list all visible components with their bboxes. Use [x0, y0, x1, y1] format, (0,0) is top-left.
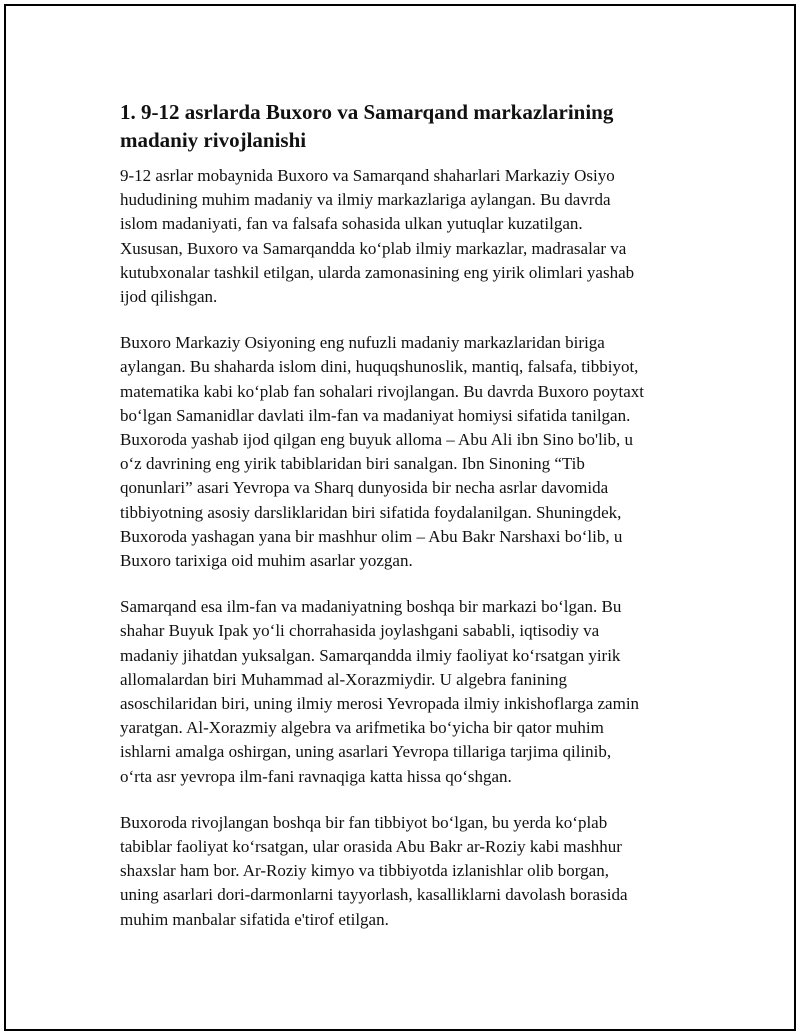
paragraph-1: 9-12 asrlar mobaynida Buxoro va Samarqand shaharlari Markaziy Osiyo hududining muhim madaniy va ilmiy markazlariga aylangan. Bu davrda islom madaniyati, fan va falsafa sohasida ulkan yutuqlar kuzatilgan. Xususan, Buxoro va Samarqandda koʻplab ilmiy markazlar, madrasalar va kutubxonalar tashkil etilgan, ularda zamonasining eng yirik olimlari yashab ijod qilishgan. [120, 166, 635, 307]
document-page [4, 4, 796, 1031]
document-content [120, 98, 680, 954]
section-heading: 1. 9-12 asrlarda Buxoro va Samarqand markazlarining madaniy rivojlanishi [120, 100, 614, 152]
paragraph-2: Buxoro Markaziy Osiyoning eng nufuzli madaniy markazlaridan biriga aylangan. Bu shaharda islom dini, huquqshunoslik, mantiq, falsafa, tibbiyot, matematika kabi koʻplab fan sohalari rivojlangan. Bu davrda Buxoro poytaxt boʻlgan Samanidlar davlati ilm-fan va madaniyat homiysi sifatida tanilgan. Buxoroda yashab ijod qilgan eng buyuk alloma – Abu Ali ibn Sino bo'lib, u oʻz davrining eng yirik tabiblaridan biri sanalgan. Ibn Sinoning “Tib qonunlari” asari Yevropa va Sharq dunyosida bir necha asrlar davomida tibbiyotning asosiy darsliklaridan biri sifatida foydalanilgan. Shuningdek, Buxoroda yashagan yana bir mashhur olim – Abu Bakr Narshaxi boʻlib, u Buxoro tarixiga oid muhim asarlar yozgan. [120, 333, 645, 571]
paragraph-4: Buxoroda rivojlangan boshqa bir fan tibbiyot boʻlgan, bu yerda koʻplab tabiblar faoliyat koʻrsatgan, ular orasida Abu Bakr ar-Roziy kabi mashhur shaxslar ham bor. Ar-Roziy kimyo va tibbiyotda izlanishlar olib borgan, uning asarlari dori-darmonlarni tayyorlash, kasalliklarni davolash borasida muhim manbalar sifatida e'tirof etilgan. [120, 812, 628, 929]
paragraph-3: Samarqand esa ilm-fan va madaniyatning boshqa bir markazi boʻlgan. Bu shahar Buyuk Ipak yoʻli chorrahasida joylashgani sababli, iqtisodiy va madaniy jihatdan yuksalgan. Samarqandda ilmiy faoliyat koʻrsatgan yirik allomalardan biri Muhammad al-Xorazmiydir. U algebra fanining asoschilaridan biri, uning ilmiy merosi Yevropada ilmiy inkishoflarga zamin yaratgan. Al-Xorazmiy algebra va arifmetika boʻyicha bir qator muhim ishlarni amalga oshirgan, uning asarlari Yevropa tillariga tarjima qilinib, oʻrta asr yevropa ilm-fani ravnaqiga katta hissa qoʻshgan. [120, 597, 640, 786]
